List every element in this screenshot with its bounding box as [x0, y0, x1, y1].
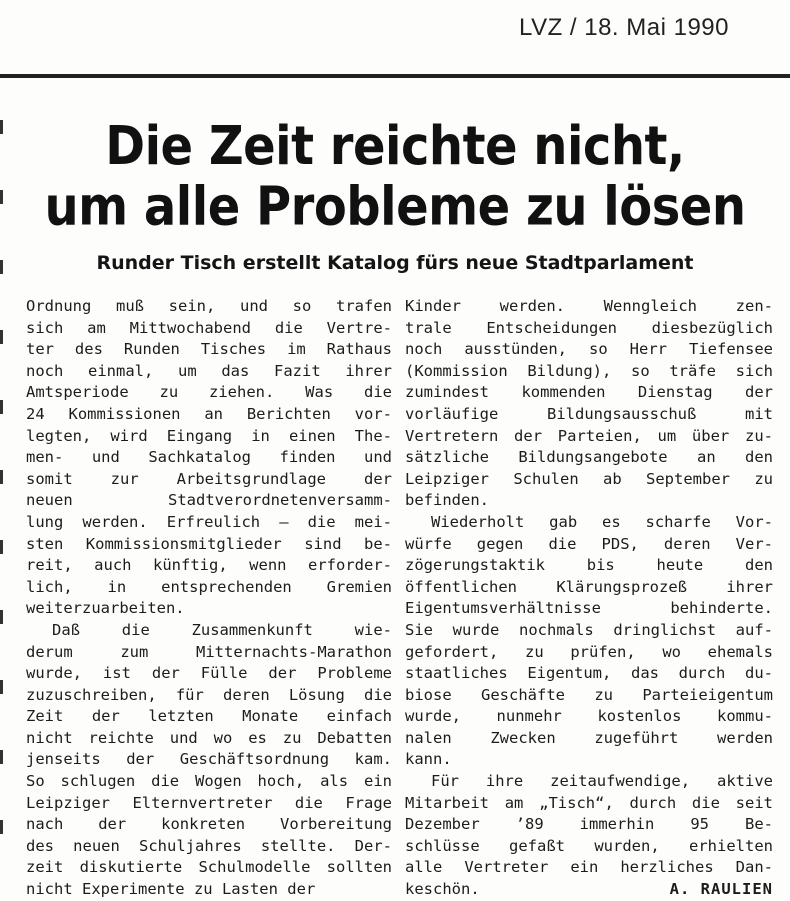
- article-line: derum zum Mitternachts-Marathon: [26, 642, 392, 661]
- article-column-left: [26, 296, 392, 901]
- article-line: kann.: [405, 750, 452, 769]
- article-line: nach der konkreten Vorbereitung: [26, 815, 392, 834]
- article-line: Zeit der letzten Monate einfach: [26, 707, 392, 726]
- article-line: noch ausstünden, so Herr Tiefensee: [405, 340, 773, 359]
- article-line: reit, auch künftig, wenn erforder-: [26, 556, 392, 575]
- article-line: biose Geschäfte zu Parteieigentum: [405, 685, 773, 704]
- article-line: zuzuschreiben, für deren Lösung die: [26, 685, 392, 704]
- closing-text: keschön.: [405, 880, 480, 899]
- article-line: Wiederholt gab es scharfe Vor-: [431, 512, 773, 531]
- article-line: men- und Sachkatalog finden und: [26, 448, 392, 467]
- article-line: sten Kommissionsmitglieder sind be-: [26, 534, 392, 553]
- article-line: staatliches Eigentum, das durch du-: [405, 664, 773, 683]
- article-line: Mitarbeit am „Tisch“, durch die seit: [405, 793, 773, 812]
- article-line: Leipziger Elternvertreter die Frage: [26, 793, 392, 812]
- article-line: sich am Mittwochabend die Vertre-: [26, 318, 392, 337]
- article-line: lung werden. Erfreulich – die mei-: [26, 512, 392, 531]
- article-line: gefordert, zu prüfen, wo ehemals: [405, 642, 773, 661]
- article-line: lich, in entsprechenden Gremien: [26, 577, 392, 596]
- article-line: würfe gegen die PDS, deren Ver-: [405, 534, 773, 553]
- article-line: Ordnung muß sein, und so trafen: [26, 297, 392, 315]
- headline: [20, 116, 770, 237]
- article-line: ter des Runden Tisches im Rathaus: [26, 340, 392, 359]
- subheadline: Runder Tisch erstellt Katalog fürs neue Stadtparlament: [96, 252, 694, 274]
- article-line: (Kommission Bildung), so träfe sich: [405, 361, 773, 380]
- header-rule: [0, 74, 790, 78]
- article-line: alle Vertreter ein herzliches Dan-: [405, 858, 773, 877]
- article-line: des neuen Schuljahres stellte. Der-: [26, 836, 392, 855]
- article-line: jenseits der Geschäftsordnung kam.: [26, 750, 392, 769]
- article-line: wurde, ist der Fülle der Probleme: [26, 664, 392, 683]
- article-line: Eigentumsverhältnisse behinderte.: [405, 599, 773, 618]
- article-line: nicht reichte und wo es zu Debatten: [26, 728, 392, 747]
- article-column-right: [405, 296, 773, 901]
- article-line: Sie wurde nochmals dringlichst auf-: [405, 620, 773, 639]
- source-line: LVZ / 18. Mai 1990: [519, 14, 729, 41]
- article-line: nalen Zwecken zugeführt werden: [405, 728, 773, 747]
- article-line: Daß die Zusammenkunft wie-: [52, 620, 392, 639]
- headline-line-2: um alle Probleme zu lösen: [44, 175, 746, 239]
- author-byline: A. RAULIEN: [669, 880, 773, 899]
- article-line: öffentlichen Klärungsprozeß ihrer: [405, 577, 773, 596]
- article-line: legten, wird Eingang in einen The-: [26, 426, 392, 445]
- article-line: vorläufige Bildungsausschuß mit: [405, 404, 773, 423]
- article-line: zumindest kommenden Dienstag der: [405, 383, 773, 402]
- article-line: noch einmal, um das Fazit ihrer: [26, 361, 392, 380]
- article-line: zögerungstaktik bis heute den: [405, 556, 773, 575]
- article-line: sätzliche Bildungsangebote an den: [405, 448, 773, 467]
- article-line: schlüsse gefaßt wurden, erhielten: [405, 836, 773, 855]
- headline-line-1: Die Zeit reichte nicht,: [105, 114, 685, 178]
- article-line: Kinder werden. Wenngleich zen-: [405, 297, 773, 315]
- article-line: zeit diskutierte Schulmodelle sollten: [26, 858, 392, 877]
- article-line: weiterzuarbeiten.: [26, 599, 185, 618]
- article-line: Für ihre zeitaufwendige, aktive: [431, 772, 773, 791]
- article-line: somit zur Arbeitsgrundlage der: [26, 469, 392, 488]
- article-line: wurde, nunmehr kostenlos kommu-: [405, 707, 773, 726]
- article-line: neuen Stadtverordnetenversamm-: [26, 491, 392, 510]
- article-line: befinden.: [405, 491, 489, 510]
- article-line: [405, 879, 773, 901]
- article-line: So schlugen die Wogen hoch, als ein: [26, 772, 392, 791]
- article-line: 24 Kommissionen an Berichten vor-: [26, 404, 392, 423]
- article-line: Dezember ’89 immerhin 95 Be-: [405, 815, 773, 834]
- clipping-edge: [0, 120, 3, 890]
- article-line: trale Entscheidungen diesbezüglich: [405, 318, 773, 337]
- article-line: Amtsperiode zu ziehen. Was die: [26, 383, 392, 402]
- article-line: Leipziger Schulen ab September zu: [405, 469, 773, 488]
- article-line: nicht Experimente zu Lasten der: [26, 880, 316, 899]
- article-line: Vertretern der Parteien, um über zu-: [405, 426, 773, 445]
